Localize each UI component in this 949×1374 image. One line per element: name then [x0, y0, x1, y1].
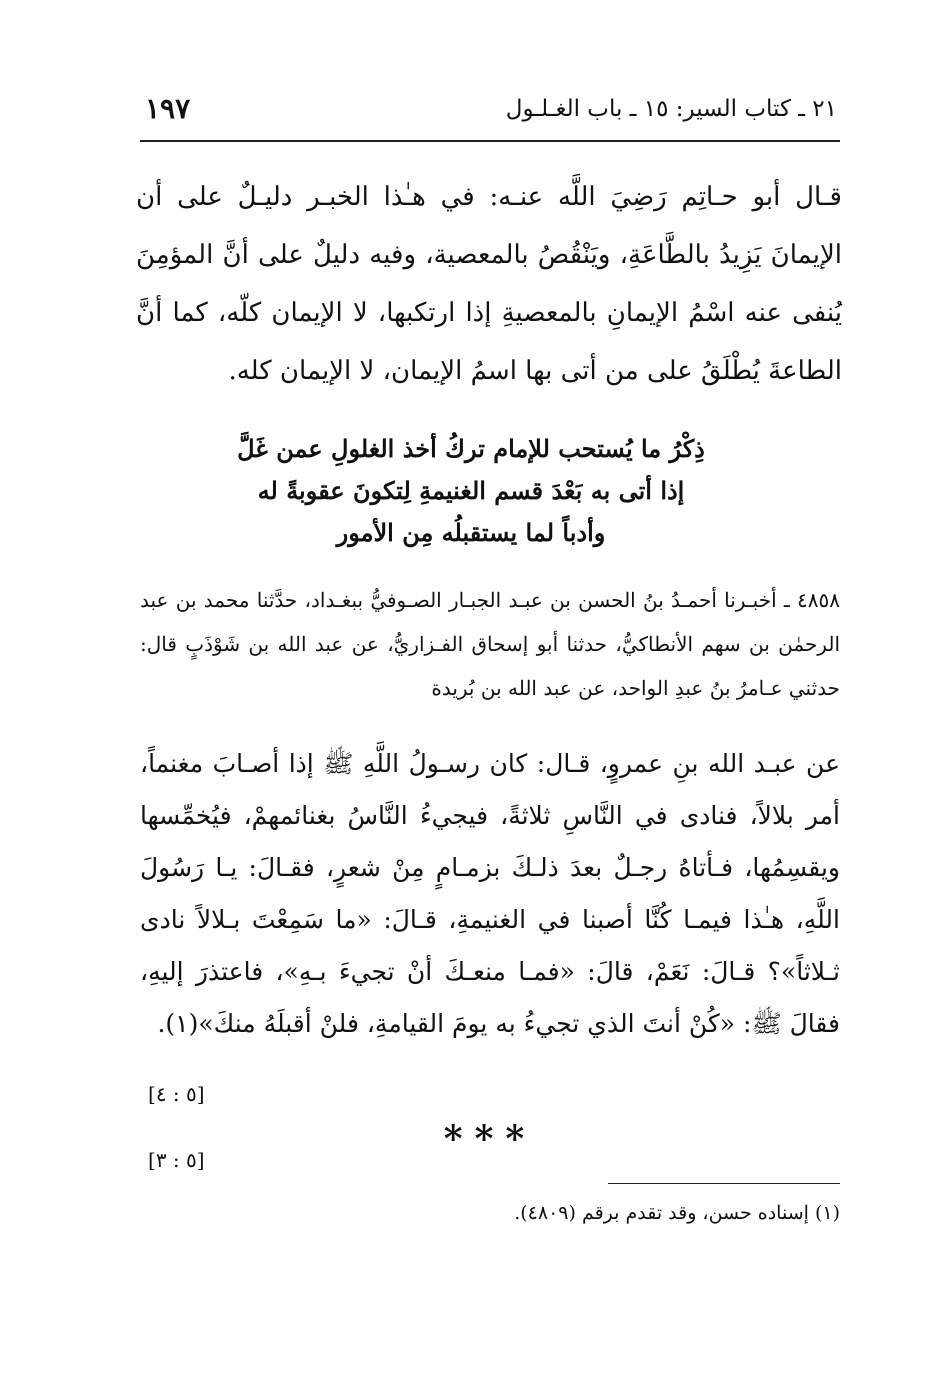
heading-line: ذِكْرُ ما يُستحب للإمام تركُ أخذ الغلولِ عمن غَلَّ [237, 434, 705, 463]
header-divider [140, 140, 840, 142]
isnad-paragraph: ٤٨٥٨ ـ أخبـرنا أحمـدُ بنُ الحسن بن عبـد الجبـار الصـوفيُّ ببغـداد، حدَّثنا محمد بن عبد الرحمٰن بن سهم الأنطاكيُّ، حدثنا أبو إسحاق الفـزاريُّ، عن عبد الله بن شَوْذَبٍ قال: حدثني عـامرُ بنُ عبدِ الواحد، عن عبد الله بن بُريدة [140, 588, 840, 700]
section-separator: *** [443, 1118, 537, 1160]
page-number: ١٩٧ [145, 92, 191, 125]
heading-line: إذا أتى به بَعْدَ قسم الغنيمةِ لِتكونَ عقوبةً له [257, 476, 685, 505]
hadith-text: عن عبـد الله بنِ عمروٍ، قـال: كان رسـولُ اللَّهِ ﷺ إذا أصـابَ مغنماً، أمر بلالاً، فنادى في النَّاسِ ثلاثةً، فيجيءُ النَّاسُ بغنائمهمْ، فيُخمِّسها ويقسِمُها، فـأتاهُ رجـلٌ بعدَ ذلـكَ بزمـامٍ مِنْ شعرٍ، فقـالَ: يـا رَسُولَ اللَّهِ، هـٰذا فيمـا كُنَّا أصبنا في الغنيمةِ، قـالَ: «ما سَمِعْتَ بـلالاً نادى ثـلاثاً»؟ قـالَ: نَعَمْ، قالَ: «فمـا منعـكَ أنْ تجيءَ بـهِ»، فاعتذرَ إليهِ، فقالَ ﷺ: «كُنْ أنتَ الذي تجيءُ به يومَ القيامةِ، فلنْ أقبلَهُ منكَ»(١). [140, 749, 840, 1038]
running-title: ٢١ ـ كتاب السير: ١٥ ـ باب الغـلـول [505, 96, 837, 122]
commentary-paragraph: قـال أبو حـاتِم رَضِيَ اللَّه عنـه: في هـٰذا الخبـر دليـلٌ على أن الإيمانَ يَزِيدُ بالطَّاعَةِ، ويَنْقُصُ بالمعصية، وفيه دليلٌ على أنَّ المؤمِنَ يُنفى عنه اسْمُ الإيمانِ بالمعصيةِ إذا ارتكبها، لا الإيمان كلّه، كما أنَّ الطاعةَ يُطْلَقُ على من أتى بها اسمُ الإيمان، لا الإيمان كله. [136, 182, 842, 386]
footnote: (١) إسناده حسن، وقد تقدم برقم (٤٨٠٩). [514, 1202, 840, 1224]
heading-line: وأدباً لما يستقبلُه مِن الأمور [336, 518, 606, 547]
cross-reference-marker: [٥ : ٤] [148, 1082, 205, 1106]
footnote-divider [608, 1183, 840, 1184]
chapter-heading [236, 428, 706, 554]
cross-reference-marker: [٥ : ٣] [148, 1148, 205, 1172]
